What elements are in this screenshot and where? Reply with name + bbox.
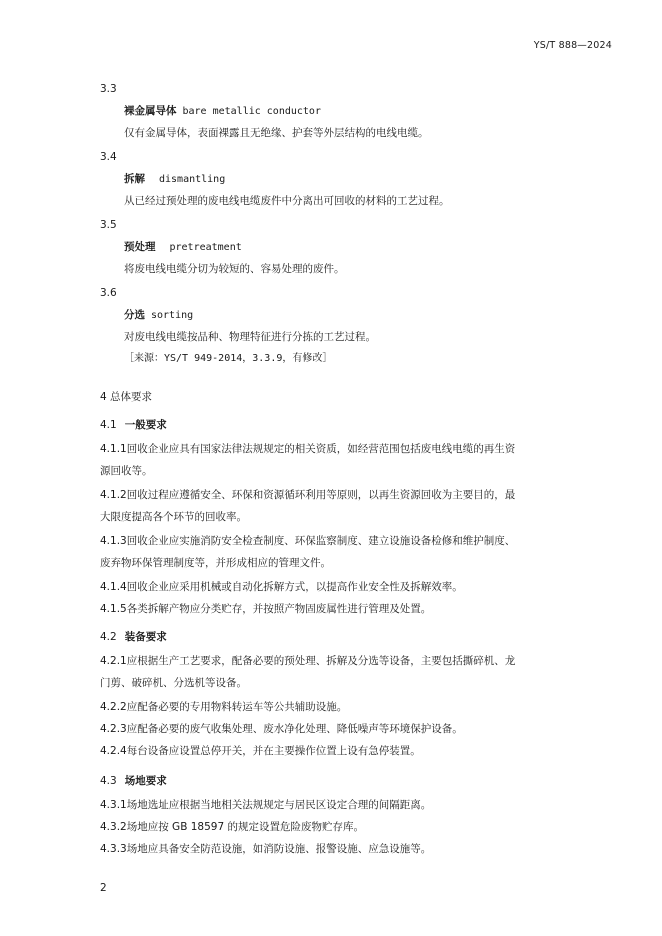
paragraph-number: 4.1.4 <box>100 581 127 593</box>
paragraph-text: 应配备必要的专用物料转运车等公共辅助设施。 <box>126 701 348 713</box>
paragraph-number: 4.1.2 <box>100 489 127 501</box>
section-title-text: 场地要求 <box>124 775 167 787</box>
term-zh: 拆解 <box>124 173 145 185</box>
term-definition: 从已经过预处理的废电线电缆废件中分离出可回收的材料的工艺过程。 <box>124 195 450 207</box>
section-number: 4.3 <box>100 775 117 787</box>
paragraph-text: 各类拆解产物应分类贮存，并按照产物固废属性进行管理及处置。 <box>126 603 432 615</box>
paragraph <box>100 654 578 668</box>
term-en: dismantling <box>159 174 226 185</box>
paragraph <box>100 602 578 616</box>
paragraph-number: 4.2.2 <box>100 701 127 713</box>
paragraph-number: 4.1.3 <box>100 535 127 547</box>
section-number: 4.2 <box>100 631 117 643</box>
term-en: sorting <box>151 310 194 321</box>
term-definition: 仅有金属导体，表面裸露且无绝缘、护套等外层结构的电线电缆。 <box>124 127 429 139</box>
term-heading <box>124 240 602 255</box>
section-title <box>100 630 578 644</box>
paragraph-text: 场地选址应根据当地相关法规规定与居民区设定合理的间隔距离。 <box>126 799 432 811</box>
term-en: bare metallic conductor <box>182 106 321 117</box>
page-number: 2 <box>100 882 107 894</box>
paragraph-text: 回收企业应实施消防安全检查制度、环保监察制度、建立设施设备检修和维护制度、 <box>126 535 516 547</box>
paragraph <box>100 798 578 812</box>
paragraph-number: 4.2.4 <box>100 745 127 757</box>
section-number: 4.1 <box>100 419 117 431</box>
paragraph <box>100 534 578 548</box>
term-en: pretreatment <box>169 242 242 253</box>
term-source: ［来源：YS/T 949-2014，3.3.9，有修改］ <box>124 353 333 364</box>
paragraph-continuation: 废弃物环保管理制度等，并形成相应的管理文件。 <box>100 557 331 569</box>
paragraph-text: 应配备必要的废气收集处理、废水净化处理、降低噪声等环境保护设备。 <box>126 723 463 735</box>
paragraph <box>100 820 578 834</box>
term-zh: 分选 <box>124 309 145 321</box>
paragraph-text: 场地应具备安全防范设施，如消防设施、报警设施、应急设施等。 <box>126 843 432 855</box>
clause-number: 3.3 <box>100 83 117 95</box>
paragraph-number: 4.1.5 <box>100 603 127 615</box>
chapter-title: 4 总体要求 <box>100 391 153 403</box>
paragraph <box>100 744 578 758</box>
section-title-text: 装备要求 <box>124 631 167 643</box>
paragraph <box>100 700 578 714</box>
paragraph-number: 4.2.1 <box>100 655 127 667</box>
clause-number: 3.4 <box>100 151 117 163</box>
term-heading <box>124 172 602 187</box>
term-heading <box>124 104 602 119</box>
paragraph <box>100 722 578 736</box>
paragraph-number: 4.2.3 <box>100 723 127 735</box>
paragraph-text: 回收过程应遵循安全、环保和资源循环利用等原则，以再生资源回收为主要目的，最 <box>126 489 516 501</box>
paragraph-continuation: 门剪、破碎机、分选机等设备。 <box>100 677 247 689</box>
term-definition: 将废电线电缆分切为较短的、容易处理的废件。 <box>124 263 345 275</box>
clause-number: 3.6 <box>100 287 117 299</box>
paragraph-text: 场地应按 GB 18597 的规定设置危险废物贮存库。 <box>126 821 364 833</box>
paragraph-text: 每台设备应设置总停开关，并在主要操作位置上设有急停装置。 <box>126 745 421 757</box>
paragraph <box>100 442 578 456</box>
paragraph <box>100 488 578 502</box>
term-definition: 对废电线电缆按品种、物理特征进行分拣的工艺过程。 <box>124 331 376 343</box>
section-title <box>100 774 578 788</box>
paragraph <box>100 580 578 594</box>
clause-number: 3.5 <box>100 219 117 231</box>
paragraph-continuation: 源回收等。 <box>100 465 153 477</box>
paragraph-text: 回收企业应具有国家法律法规规定的相关资质，如经营范围包括废电线电缆的再生资 <box>126 443 516 455</box>
paragraph-continuation: 大限度提高各个环节的回收率。 <box>100 511 247 523</box>
document-code: YS/T 888—2024 <box>533 40 612 51</box>
paragraph-number: 4.3.3 <box>100 843 127 855</box>
paragraph <box>100 842 578 856</box>
paragraph-number: 4.3.2 <box>100 821 127 833</box>
section-title <box>100 418 578 432</box>
paragraph-number: 4.1.1 <box>100 443 127 455</box>
paragraph-text: 应根据生产工艺要求，配备必要的预处理、拆解及分选等设备，主要包括撕碎机、龙 <box>126 655 516 667</box>
section-title-text: 一般要求 <box>124 419 167 431</box>
term-zh: 裸金属导体 <box>124 105 177 117</box>
term-zh: 预处理 <box>124 241 156 253</box>
paragraph-text: 回收企业应采用机械或自动化拆解方式，以提高作业安全性及拆解效率。 <box>126 581 463 593</box>
term-heading <box>124 308 602 323</box>
paragraph-number: 4.3.1 <box>100 799 127 811</box>
